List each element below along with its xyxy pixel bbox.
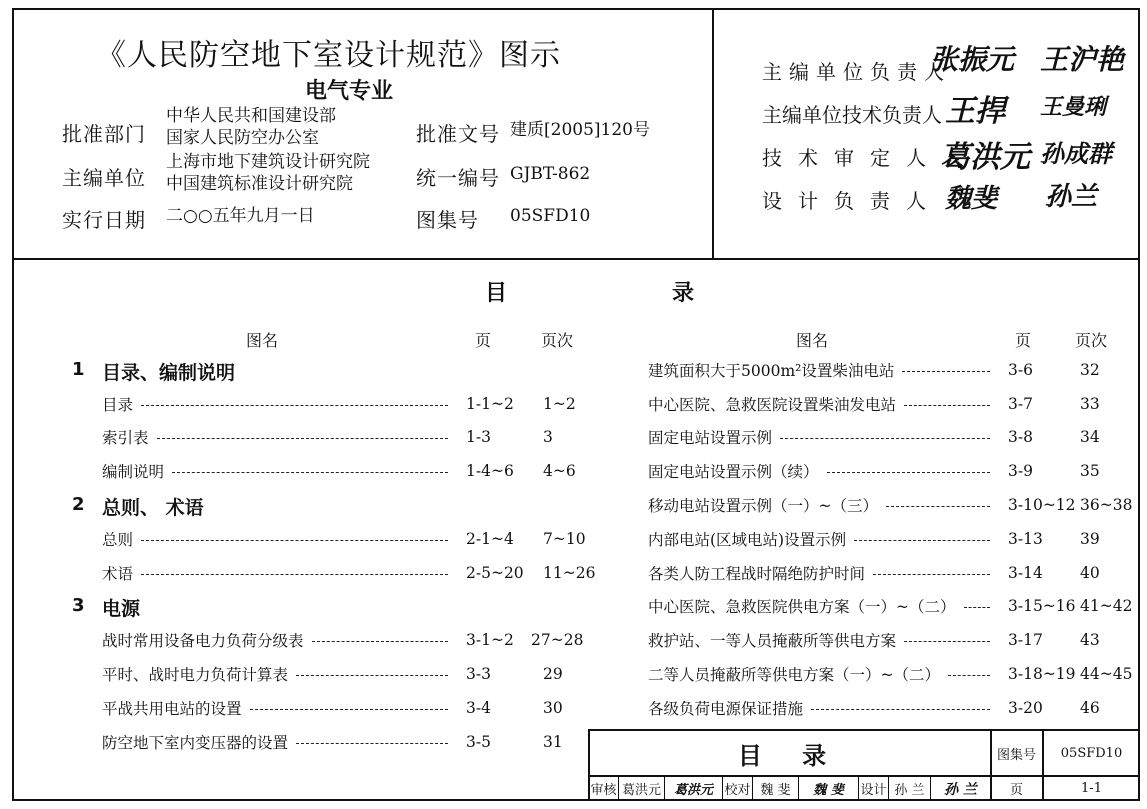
leader-dots <box>827 472 990 473</box>
effective-date-value: 二○○五年九月一日 <box>166 206 315 226</box>
toc-entry-seq: 39 <box>1080 530 1100 548</box>
chief-unit-line-1: 上海市地下建筑设计研究院 <box>166 152 370 172</box>
toc-entry <box>648 629 998 651</box>
review-label: 审核 <box>590 783 617 798</box>
toc-entry <box>102 663 456 685</box>
toc-entry <box>102 629 456 651</box>
approval-dept-line-2: 国家人民防空办公室 <box>166 128 319 148</box>
toc-entry-seq: 3 <box>543 428 553 446</box>
approval-dept-label: 批准部门 <box>62 122 146 146</box>
toc-entry-page: 3-17 <box>1008 631 1043 649</box>
toc-entry <box>648 595 998 617</box>
toc-entry-page: 3-3 <box>466 665 491 683</box>
unified-no-value: GJBT-862 <box>510 164 591 184</box>
toc-entry <box>102 460 456 482</box>
toc-entry-seq: 33 <box>1080 395 1100 413</box>
section-title: 电源 <box>102 598 141 620</box>
leader-dots <box>948 675 990 676</box>
toc-entry <box>102 731 456 753</box>
signature-design-head-1: 魏斐 <box>945 184 998 214</box>
approval-doc-label: 批准文号 <box>416 122 500 146</box>
toc-entry <box>102 528 456 550</box>
toc-entry-name: 中心医院、急救医院设置柴油发电站 <box>648 396 897 414</box>
toc-entry <box>102 697 456 719</box>
toc-entry-name: 各级负荷电源保证措施 <box>648 700 804 718</box>
toc-entry-name: 移动电站设置示例（一）~（三） <box>648 497 878 515</box>
signature-chief-unit-head-1: 张振元 <box>930 43 1015 76</box>
atlas-subtitle: 电气专业 <box>305 79 394 104</box>
leader-dots <box>141 540 448 541</box>
leader-dots <box>854 540 990 541</box>
toc-entry-page: 3-18~19 <box>1008 665 1076 683</box>
toc-entry-page: 2-1~4 <box>466 530 514 548</box>
toc-entry-seq: 1~2 <box>543 395 576 413</box>
chief-unit-line-2: 中国建筑标准设计研究院 <box>166 174 353 194</box>
review-signature: 葛洪元 <box>673 783 713 798</box>
toc-entry-page: 3-14 <box>1008 564 1043 582</box>
chief-unit-head-label: 主编单位负责人 <box>762 60 951 84</box>
toc-entry-seq: 31 <box>543 733 563 751</box>
toc-entry-page: 3-8 <box>1008 428 1033 446</box>
section-number: 2 <box>72 494 85 515</box>
toc-entry <box>648 393 998 415</box>
left-col-page-header: 页 <box>475 331 492 350</box>
toc-entry-name: 二等人员掩蔽所等供电方案（一）~（二） <box>648 666 940 684</box>
design-label: 设计 <box>860 783 887 798</box>
signature-tech-head-2: 王曼琍 <box>1040 94 1107 120</box>
approval-dept-line-1: 中华人民共和国建设部 <box>166 106 336 126</box>
toc-entry-page: 3-15~16 <box>1008 597 1076 615</box>
section-number: 3 <box>72 595 85 616</box>
atlas-no-value: 05SFD10 <box>510 206 591 226</box>
leader-dots <box>296 675 448 676</box>
toc-entry-name: 平战共用电站的设置 <box>102 700 242 718</box>
approval-doc-value: 建质[2005]120号 <box>510 120 650 140</box>
chief-unit-label: 主编单位 <box>62 166 146 190</box>
toc-entry-name: 索引表 <box>102 429 149 447</box>
toc-entry-name: 中心医院、急救医院供电方案（一）~（二） <box>648 598 956 616</box>
leader-dots <box>904 641 990 642</box>
page-value: 1-1 <box>1081 781 1102 796</box>
toc-entry-seq: 43 <box>1080 631 1100 649</box>
right-col-name-header: 图名 <box>796 331 829 350</box>
toc-entry <box>102 426 456 448</box>
toc-entry-page: 3-13 <box>1008 530 1043 548</box>
atlas-title: 《人民防空地下室设计规范》图示 <box>96 38 561 73</box>
design-signature: 孙 兰 <box>944 781 977 798</box>
toc-entry-page: 2-5~20 <box>466 564 524 582</box>
toc-entry <box>102 562 456 584</box>
toc-entry-name: 固定电站设置示例 <box>648 429 773 447</box>
toc-entry <box>102 393 456 415</box>
leader-dots <box>172 472 448 473</box>
toc-heading-left: 目 <box>485 281 508 306</box>
toc-entry-seq: 41~42 <box>1080 597 1133 615</box>
toc-entry-seq: 27~28 <box>531 631 584 649</box>
toc-entry-page: 3-4 <box>466 699 491 717</box>
left-col-seq-header: 页次 <box>541 331 574 350</box>
toc-entry-name: 平时、战时电力负荷计算表 <box>102 666 289 684</box>
signature-tech-reviewer-1: 葛洪元 <box>940 140 1030 175</box>
atlas-value: 05SFD10 <box>1060 745 1123 761</box>
chief-unit-tech-head-label: 主编单位技术负责人 <box>762 103 942 127</box>
leader-dots <box>141 405 448 406</box>
right-col-seq-header: 页次 <box>1075 331 1108 350</box>
check-signature: 魏 斐 <box>813 783 844 798</box>
toc-entry-name: 建筑面积大于5000m²设置柴油电站 <box>648 362 895 380</box>
design-name: 孙 兰 <box>894 783 925 798</box>
toc-entry-seq: 34 <box>1080 428 1100 446</box>
toc-entry-seq: 40 <box>1080 564 1100 582</box>
atlas-label: 图集号 <box>996 747 1036 763</box>
toc-entry-seq: 30 <box>543 699 563 717</box>
toc-entry-page: 3-5 <box>466 733 491 751</box>
header-bottom-rule <box>12 258 1140 260</box>
leader-dots <box>296 743 448 744</box>
toc-entry-name: 战时常用设备电力负荷分级表 <box>102 632 304 650</box>
unified-no-label: 统一编号 <box>416 166 500 190</box>
review-name: 葛洪元 <box>621 783 661 798</box>
toc-entry <box>648 359 998 381</box>
toc-heading-right: 录 <box>672 281 695 306</box>
leader-dots <box>811 709 990 710</box>
toc-entry <box>648 562 998 584</box>
signature-chief-unit-head-2: 王沪艳 <box>1040 43 1125 76</box>
atlas-no-label: 图集号 <box>416 208 479 232</box>
toc-entry-name: 总则 <box>102 531 134 549</box>
section-title: 目录、编制说明 <box>102 362 236 384</box>
leader-dots <box>141 574 448 575</box>
check-name: 魏 斐 <box>760 783 791 798</box>
toc-entry-page: 3-1~2 <box>466 631 514 649</box>
leader-dots <box>873 574 990 575</box>
toc-entry-name: 编制说明 <box>102 463 165 481</box>
check-label: 校对 <box>724 783 751 798</box>
leader-dots <box>157 438 448 439</box>
signature-design-head-2: 孙兰 <box>1045 182 1098 212</box>
signature-tech-head-1: 王捍 <box>945 94 1005 129</box>
toc-entry-seq: 29 <box>543 665 563 683</box>
sheet-title: 目 录 <box>737 741 843 770</box>
design-head-label: 设计负责人 <box>762 189 942 213</box>
header-divider <box>712 8 714 260</box>
leader-dots <box>902 371 990 372</box>
toc-entry-name: 术语 <box>102 565 134 583</box>
leader-dots <box>780 438 990 439</box>
toc-entry-page: 3-6 <box>1008 361 1033 379</box>
toc-entry <box>648 663 998 685</box>
toc-entry-page: 1-3 <box>466 428 491 446</box>
toc-entry-name: 固定电站设置示例（续） <box>648 463 819 481</box>
toc-entry <box>648 494 998 516</box>
toc-entry-seq: 44~45 <box>1080 665 1133 683</box>
toc-entry-seq: 4~6 <box>543 462 576 480</box>
toc-entry-page: 3-9 <box>1008 462 1033 480</box>
toc-entry-page: 3-20 <box>1008 699 1043 717</box>
leader-dots <box>312 641 448 642</box>
left-col-name-header: 图名 <box>246 331 279 350</box>
toc-entry-seq: 36~38 <box>1080 496 1133 514</box>
toc-entry-seq: 32 <box>1080 361 1100 379</box>
toc-entry-page: 1-1~2 <box>466 395 514 413</box>
leader-dots <box>964 607 991 608</box>
right-col-page-header: 页 <box>1015 331 1032 350</box>
toc-entry <box>648 528 998 550</box>
toc-entry <box>648 697 998 719</box>
toc-entry <box>648 460 998 482</box>
page-label: 页 <box>1009 783 1023 798</box>
toc-entry-seq: 35 <box>1080 462 1100 480</box>
signature-tech-reviewer-2: 孙成群 <box>1040 139 1112 168</box>
toc-entry-seq: 7~10 <box>543 530 586 548</box>
toc-entry-seq: 46 <box>1080 699 1100 717</box>
section-number: 1 <box>72 359 85 380</box>
toc-entry-page: 3-7 <box>1008 395 1033 413</box>
toc-entry-page: 3-10~12 <box>1008 496 1076 514</box>
leader-dots <box>886 506 990 507</box>
toc-entry-name: 目录 <box>102 396 134 414</box>
toc-entry-page: 1-4~6 <box>466 462 514 480</box>
toc-entry <box>648 426 998 448</box>
tech-reviewer-label: 技术审定人 <box>762 146 942 170</box>
toc-entry-name: 各类人防工程战时隔绝防护时间 <box>648 565 866 583</box>
leader-dots <box>250 709 448 710</box>
effective-date-label: 实行日期 <box>62 208 146 232</box>
toc-entry-seq: 11~26 <box>543 564 596 582</box>
leader-dots <box>904 405 990 406</box>
toc-entry-name: 内部电站(区域电站)设置示例 <box>648 531 847 549</box>
toc-entry-name: 防空地下室内变压器的设置 <box>102 734 289 752</box>
toc-entry-name: 救护站、一等人员掩蔽所等供电方案 <box>648 632 897 650</box>
section-title: 总则、 术语 <box>102 497 204 519</box>
